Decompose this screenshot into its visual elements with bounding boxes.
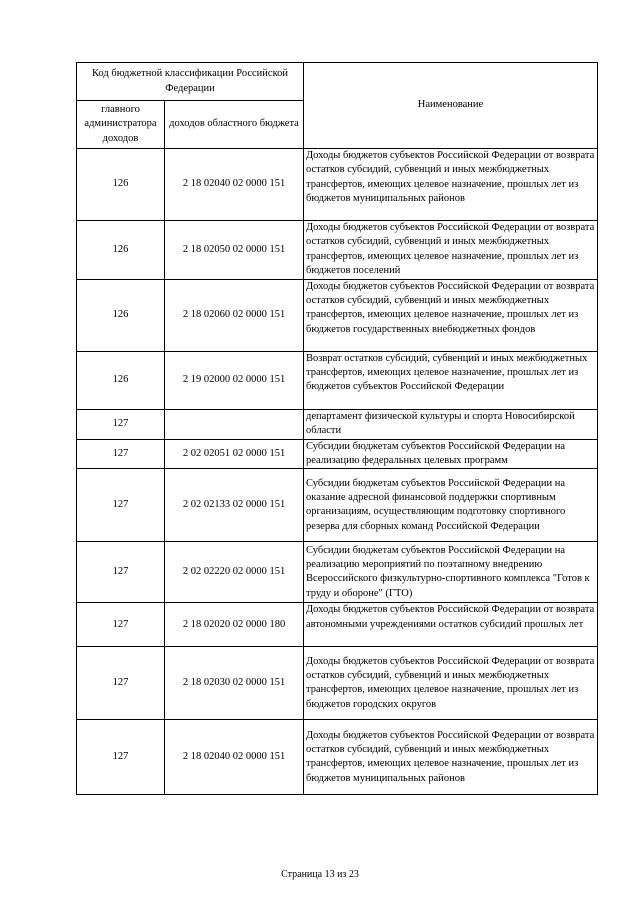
code-cell: 2 02 02220 02 0000 151 [165, 542, 304, 603]
name-cell: Доходы бюджетов субъектов Российской Федерации от возврата остатков субсидий, субвенций и иных межбюджетных трансфертов, имеющих целевое назначение, прошлых лет из бюджетов поселений [304, 221, 598, 280]
table-row [77, 647, 598, 720]
admin-cell: 127 [77, 469, 165, 542]
admin-cell: 127 [77, 542, 165, 603]
header-group-label: Код бюджетной классификации Российской Федерации [77, 63, 304, 101]
table-row [77, 542, 598, 603]
table-row [77, 439, 598, 469]
table-row [77, 221, 598, 280]
code-cell: 2 18 02040 02 0000 151 [165, 149, 304, 221]
code-cell: 2 02 02133 02 0000 151 [165, 469, 304, 542]
table-row [77, 279, 598, 351]
name-cell: Доходы бюджетов субъектов Российской Федерации от возврата автономными учреждениями остатков субсидий прошлых лет [304, 603, 598, 647]
code-cell: 2 19 02000 02 0000 151 [165, 351, 304, 409]
name-cell: Субсидии бюджетам субъектов Российской Федерации на реализацию мероприятий по поэтапному внедрению Всероссийского физкультурно-спортивного комплекса "Готов к труду и обороне" (ГТО) [304, 542, 598, 603]
table-row [77, 720, 598, 795]
admin-cell: 126 [77, 149, 165, 221]
name-cell: Возврат остатков субсидий, субвенций и иных межбюджетных трансфертов, имеющих целевое назначение, прошлых лет из бюджетов субъектов Российской Федерации [304, 351, 598, 409]
code-cell [165, 409, 304, 439]
name-cell: Доходы бюджетов субъектов Российской Федерации от возврата остатков субсидий, субвенций и иных межбюджетных трансфертов, имеющих целевое назначение, прошлых лет из бюджетов государственных внебюджетных фондов [304, 279, 598, 351]
code-cell: 2 18 02040 02 0000 151 [165, 720, 304, 795]
code-cell: 2 18 02060 02 0000 151 [165, 279, 304, 351]
header-admin: главного администратора доходов [77, 101, 165, 149]
department-name-cell: департамент физической культуры и спорта Новосибирской области [304, 409, 598, 439]
admin-cell: 127 [77, 439, 165, 469]
admin-cell: 127 [77, 409, 165, 439]
name-cell: Доходы бюджетов субъектов Российской Федерации от возврата остатков субсидий, субвенций и иных межбюджетных трансфертов, имеющих целевое назначение, прошлых лет из бюджетов городских округов [304, 647, 598, 720]
code-cell: 2 18 02050 02 0000 151 [165, 221, 304, 280]
admin-cell: 127 [77, 720, 165, 795]
name-cell: Субсидии бюджетам субъектов Российской Федерации на реализацию федеральных целевых программ [304, 439, 598, 469]
code-cell: 2 18 02030 02 0000 151 [165, 647, 304, 720]
table-row [77, 149, 598, 221]
budget-classification-table [76, 62, 598, 795]
code-cell: 2 18 02020 02 0000 180 [165, 603, 304, 647]
admin-cell: 126 [77, 279, 165, 351]
admin-cell: 126 [77, 221, 165, 280]
table-row [77, 603, 598, 647]
page-number: Страница 13 из 23 [281, 869, 359, 880]
table-row [77, 469, 598, 542]
header-code: доходов областного бюджета [165, 101, 304, 149]
admin-cell: 127 [77, 647, 165, 720]
admin-cell: 127 [77, 603, 165, 647]
admin-cell: 126 [77, 351, 165, 409]
name-cell: Доходы бюджетов субъектов Российской Федерации от возврата остатков субсидий, субвенций и иных межбюджетных трансфертов, имеющих целевое назначение, прошлых лет из бюджетов муниципальных районов [304, 720, 598, 795]
name-cell: Субсидии бюджетам субъектов Российской Федерации на оказание адресной финансовой поддержки спортивным организациям, осуществляющим подготовку спортивного резерва для сборных команд Российской Федерации [304, 469, 598, 542]
name-cell: Доходы бюджетов субъектов Российской Федерации от возврата остатков субсидий, субвенций и иных межбюджетных трансфертов, имеющих целевое назначение, прошлых лет из бюджетов муниципальных районов [304, 149, 598, 221]
header-row-1 [77, 63, 598, 101]
department-row [77, 409, 598, 439]
code-cell: 2 02 02051 02 0000 151 [165, 439, 304, 469]
table-row [77, 351, 598, 409]
header-name: Наименование [304, 63, 598, 149]
